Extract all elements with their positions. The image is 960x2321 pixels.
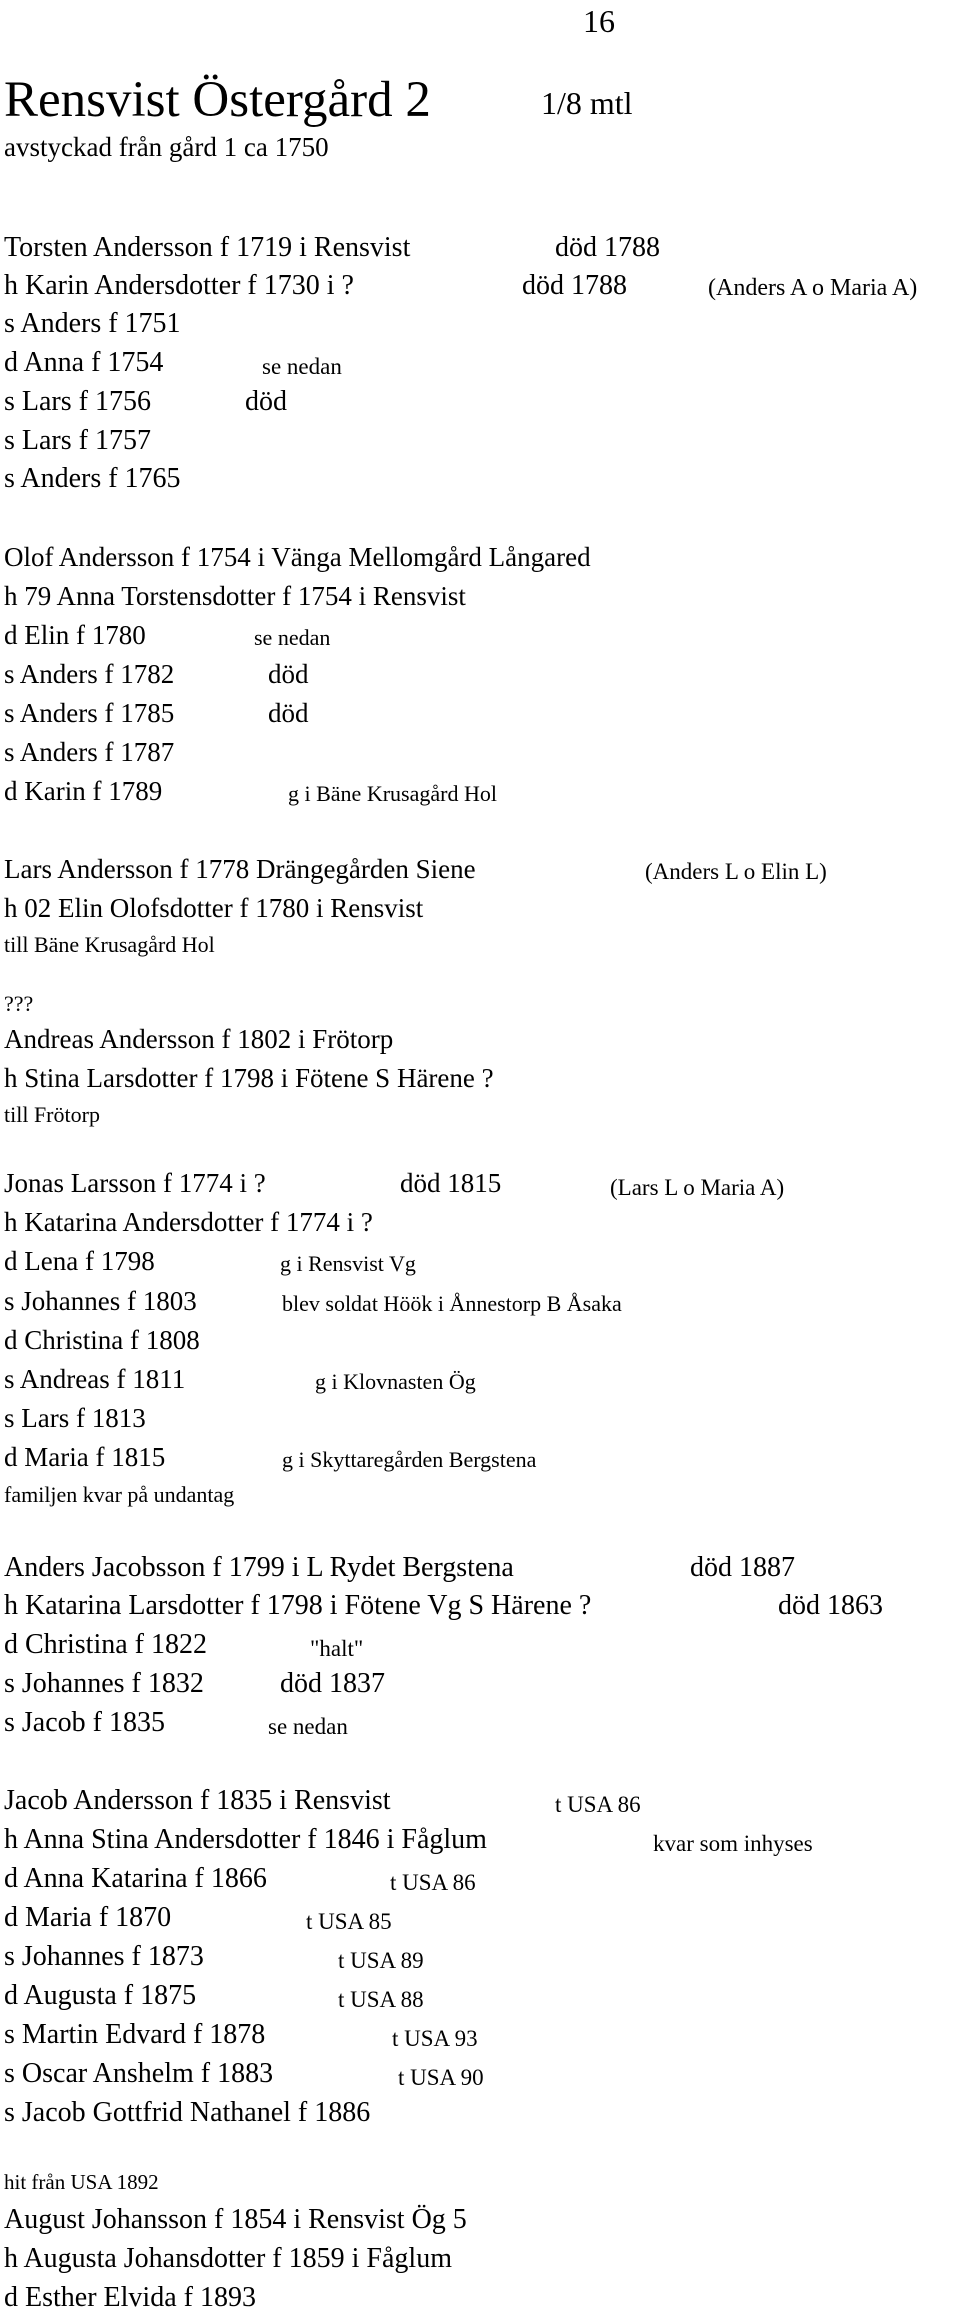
entry-line: d Augusta f 1875: [4, 1980, 197, 2011]
entry-note: g i Bäne Krusagård Hol: [288, 781, 497, 806]
entry-note: till Frötorp: [4, 1102, 100, 1127]
entry-note: död: [245, 386, 287, 417]
entry-line: s Lars f 1813: [4, 1403, 146, 1433]
entry-note: kvar som inhyses: [653, 1831, 813, 1856]
entry-note: (Lars L o Maria A): [610, 1175, 785, 1200]
entry-line: h 02 Elin Olofsdotter f 1780 i Rensvist: [4, 893, 424, 923]
entry-note: t USA 85: [306, 1909, 392, 1934]
entry-note: (Anders L o Elin L): [645, 859, 827, 884]
entry-note: familjen kvar på undantag: [4, 1482, 235, 1507]
entry-note: till Bäne Krusagård Hol: [4, 932, 215, 957]
entry-line: s Anders f 1785: [4, 698, 175, 728]
entry-note: t USA 90: [398, 2065, 484, 2090]
entry-line: h Karin Andersdotter f 1730 i ?: [4, 270, 354, 301]
mantal-label: 1/8 mtl: [541, 85, 633, 121]
entry-note: död 1837: [280, 1668, 385, 1699]
entry-line: d Anna Katarina f 1866: [4, 1863, 267, 1894]
entry-note: död: [268, 698, 309, 728]
entry-note: g i Klovnasten Ög: [315, 1369, 476, 1394]
entry-line: s Jacob Gottfrid Nathanel f 1886: [4, 2097, 371, 2128]
entry-line: Torsten Andersson f 1719 i Rensvist: [4, 232, 411, 263]
entry-line: s Jacob f 1835: [4, 1707, 165, 1738]
entry-note: t USA 88: [338, 1987, 424, 2012]
entry-line: d Anna f 1754: [4, 347, 164, 378]
page-number: 16: [583, 3, 615, 39]
entry-note: blev soldat Höök i Ånnestorp B Åsaka: [282, 1291, 622, 1316]
entry-line: s Lars f 1756: [4, 386, 151, 417]
entry-line: d Maria f 1815: [4, 1442, 166, 1472]
entry-line: d Christina f 1822: [4, 1629, 207, 1660]
entry-note: död 1887: [690, 1552, 795, 1583]
entry-note: död 1815: [400, 1168, 502, 1198]
entry-line: h Stina Larsdotter f 1798 i Fötene S Härene ?: [4, 1063, 494, 1093]
entry-note: död 1788: [522, 270, 627, 301]
entry-note: t USA 89: [338, 1948, 424, 1973]
entry-line: h Augusta Johansdotter f 1859 i Fåglum: [4, 2243, 452, 2274]
entry-note: död 1788: [555, 232, 660, 263]
entry-note: död 1863: [778, 1590, 883, 1621]
page-subtitle: avstyckad från gård 1 ca 1750: [4, 132, 329, 162]
entry-note: t USA 86: [390, 1870, 476, 1895]
entry-note: hit från USA 1892: [4, 2170, 159, 2194]
entry-line: d Maria f 1870: [4, 1902, 172, 1933]
entry-note: t USA 93: [392, 2026, 478, 2051]
entry-line: d Karin f 1789: [4, 776, 163, 806]
entry-line: Jacob Andersson f 1835 i Rensvist: [4, 1785, 391, 1816]
entry-line: Andreas Andersson f 1802 i Frötorp: [4, 1024, 394, 1054]
entry-line: Olof Andersson f 1754 i Vänga Mellomgård Långared: [4, 542, 591, 572]
entry-line: s Oscar Anshelm f 1883: [4, 2058, 274, 2089]
entry-note: g i Skyttaregården Bergstena: [282, 1447, 537, 1472]
entry-note: se nedan: [268, 1714, 348, 1739]
entry-line: d Christina f 1808: [4, 1325, 200, 1355]
entry-line: s Lars f 1757: [4, 425, 151, 456]
entry-line: s Martin Edvard f 1878: [4, 2019, 266, 2050]
entry-line: Lars Andersson f 1778 Drängegården Siene: [4, 854, 476, 884]
entry-line: d Esther Elvida f 1893: [4, 2282, 256, 2313]
entry-note: t USA 86: [555, 1792, 641, 1817]
entry-line: h Katarina Andersdotter f 1774 i ?: [4, 1207, 373, 1237]
entry-line: August Johansson f 1854 i Rensvist Ög 5: [4, 2204, 467, 2235]
entry-line: s Anders f 1765: [4, 463, 181, 494]
entry-line: s Johannes f 1873: [4, 1941, 204, 1972]
entry-line: Jonas Larsson f 1774 i ?: [4, 1168, 266, 1198]
entry-line: s Anders f 1782: [4, 659, 175, 689]
entry-note: se nedan: [262, 354, 342, 379]
entry-line: h Anna Stina Andersdotter f 1846 i Fåglum: [4, 1824, 487, 1855]
entry-note: se nedan: [254, 625, 331, 650]
entry-line: d Elin f 1780: [4, 620, 146, 650]
entry-note: död: [268, 659, 309, 689]
entry-line: Anders Jacobsson f 1799 i L Rydet Bergstena: [4, 1552, 514, 1583]
entry-line: h Katarina Larsdotter f 1798 i Fötene Vg S Härene ?: [4, 1590, 592, 1621]
entry-line: d Lena f 1798: [4, 1246, 155, 1276]
entry-line: s Johannes f 1832: [4, 1668, 204, 1699]
entry-line: s Andreas f 1811: [4, 1364, 186, 1394]
entry-note: (Anders A o Maria A): [708, 275, 918, 301]
entry-note: "halt": [310, 1636, 364, 1661]
entry-line: s Anders f 1787: [4, 737, 175, 767]
entry-line: h 79 Anna Torstensdotter f 1754 i Rensvist: [4, 581, 466, 611]
entry-line: s Anders f 1751: [4, 308, 181, 339]
entry-note: g i Rensvist Vg: [280, 1251, 416, 1276]
entry-note: ???: [4, 991, 34, 1016]
page-title: Rensvist Östergård 2: [4, 72, 431, 128]
entry-line: s Johannes f 1803: [4, 1286, 197, 1316]
